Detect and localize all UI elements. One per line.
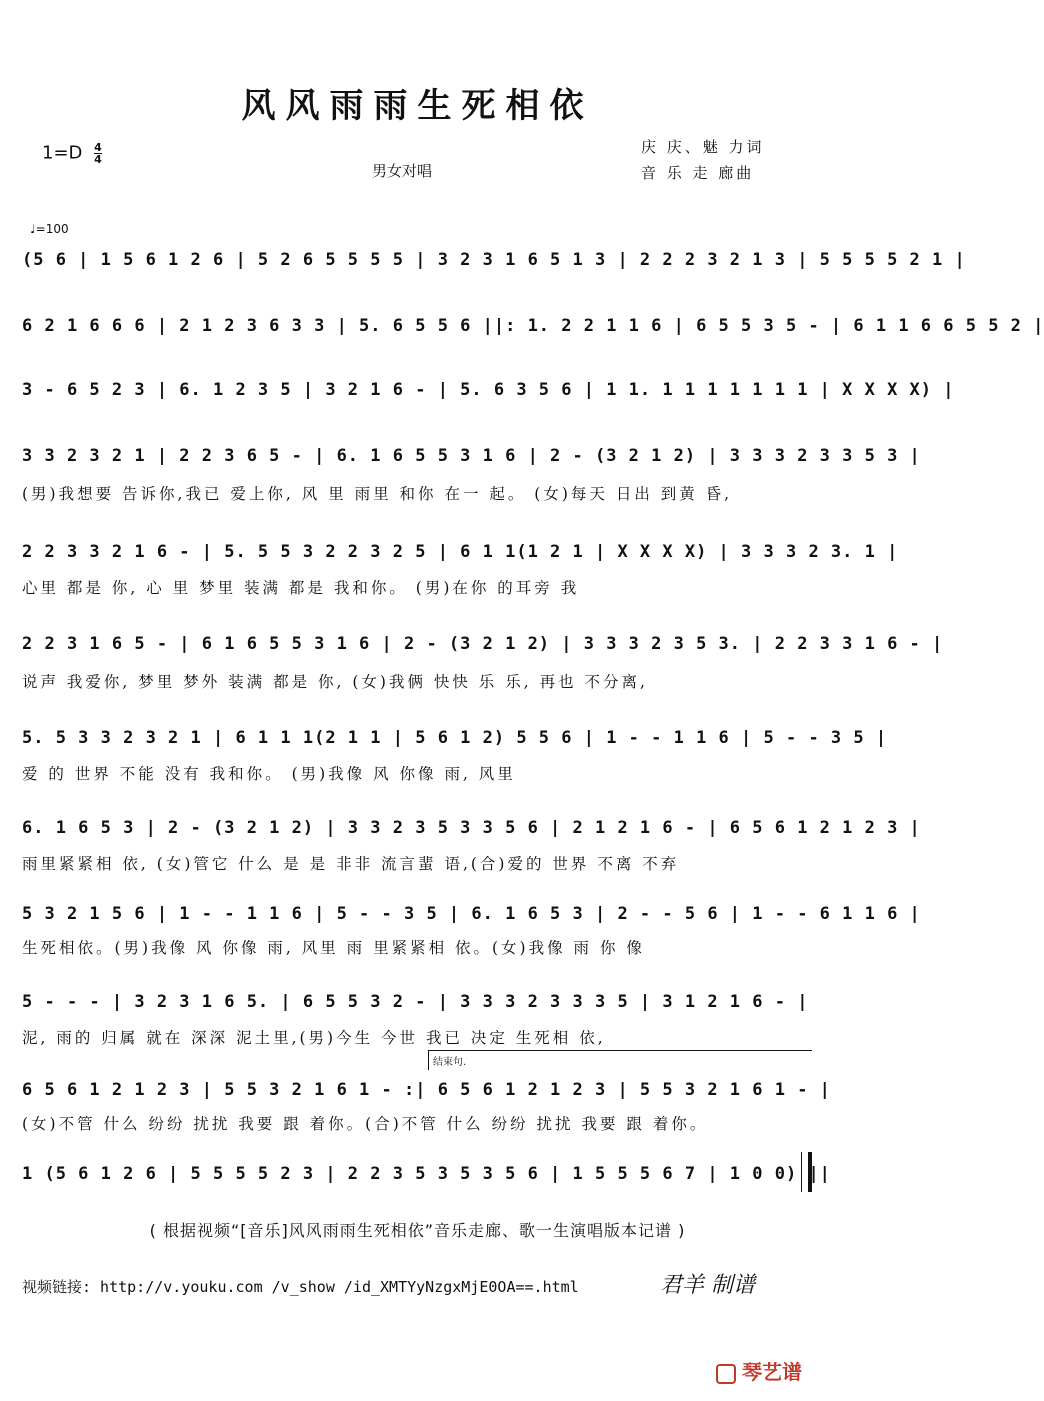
ending-bracket [428, 1050, 812, 1070]
lyrics-row-6: 说声 我爱你, 梦里 梦外 装满 都是 你, (女)我俩 快快 乐 乐, 再也 不分离, [22, 673, 648, 691]
brand-name: 琴艺谱 [742, 1360, 802, 1384]
transcriber-signature: 君羊 制谱 [660, 1273, 755, 1298]
composer-credit: 音 乐 走 廊曲 [641, 164, 755, 182]
notation-row-5: 2 2 3 3 2 1 6 - | 5. 5 5 3 2 2 3 2 5 | 6 1 1(1 2 1 | X X X X) | 3 3 3 2 3. 1 | [22, 542, 899, 562]
notation-row-11: 6 5 6 1 2 1 2 3 | 5 5 3 2 1 6 1 - :| 6 5 6 1 2 1 2 3 | 5 5 3 2 1 6 1 - | [22, 1080, 831, 1100]
final-barline [801, 1152, 812, 1192]
notation-row-3: 3 - 6 5 2 3 | 6. 1 2 3 5 | 3 2 1 6 - | 5. 6 3 5 6 | 1 1. 1 1 1 1 1 1 1 | X X X X) | [22, 380, 955, 400]
lyrics-row-11: (女)不管 什么 纷纷 扰扰 我要 跟 着你。(合)不管 什么 纷纷 扰扰 我要 跟 着你。 [22, 1115, 709, 1133]
brand-logo-icon [716, 1364, 736, 1384]
time-signature [94, 142, 102, 165]
notation-row-1: (5 6 | 1 5 6 1 2 6 | 5 2 6 5 5 5 5 | 3 2 3 1 6 5 1 3 | 2 2 2 3 2 1 3 | 5 5 5 5 2 1 | [22, 250, 966, 270]
tempo-marking: ♩=100 [30, 222, 69, 236]
lyrics-row-10: 泥, 雨的 归属 就在 深深 泥土里,(男)今生 今世 我已 决定 生死相 依, [22, 1029, 606, 1047]
notation-row-12: 1 (5 6 1 2 6 | 5 5 5 5 2 3 | 2 2 3 5 3 5 3 5 6 | 1 5 5 5 6 7 | 1 0 0) || [22, 1164, 831, 1184]
lyrics-row-8: 雨里紧紧相 依, (女)管它 什么 是 是 非非 流言蜚 语,(合)爱的 世界 不离 不弃 [22, 855, 680, 873]
notation-row-9: 5 3 2 1 5 6 | 1 - - 1 1 6 | 5 - - 3 5 | 6. 1 6 5 3 | 2 - - 5 6 | 1 - - 6 1 1 6 | [22, 904, 921, 924]
brand-watermark [716, 1356, 802, 1385]
performance-note: 男女对唱 [372, 162, 433, 180]
lyrics-row-5: 心里 都是 你, 心 里 梦里 装满 都是 我和你。 (男)在你 的耳旁 我 [22, 579, 580, 597]
lyricist-credit: 庆 庆、魅 力词 [641, 138, 765, 156]
notation-row-4: 3 3 2 3 2 1 | 2 2 3 6 5 - | 6. 1 6 5 5 3 1 6 | 2 - (3 2 1 2) | 3 3 3 2 3 3 5 3 | [22, 446, 921, 466]
time-signature-bottom: 4 [94, 153, 102, 166]
notation-row-2: 6 2 1 6 6 6 | 2 1 2 3 6 3 3 | 5. 6 5 5 6 ||: 1. 2 2 1 1 6 | 6 5 5 3 5 - | 6 1 1 6 6 5 5 2 | [22, 316, 1044, 336]
time-signature-top: 4 [94, 141, 102, 154]
song-title: 风风雨雨生死相依 [241, 86, 594, 126]
lyrics-row-4: (男)我想要 告诉你,我已 爱上你, 风 里 雨里 和你 在一 起。 (女)每天 日出 到黄 昏, [22, 485, 733, 503]
lyrics-row-7: 爱 的 世界 不能 没有 我和你。 (男)我像 风 你像 雨, 风里 [22, 765, 516, 783]
notation-row-7: 5. 5 3 3 2 3 2 1 | 6 1 1 1(2 1 1 | 5 6 1 2) 5 5 6 | 1 - - 1 1 6 | 5 - - 3 5 | [22, 728, 888, 748]
video-link[interactable]: 视频链接: http://v.youku.com /v_show /id_XMTYyNzgxMjE0OA==.html [22, 1278, 579, 1296]
source-note: ( 根据视频“[音乐]风风雨雨生死相依”音乐走廊、歌一生演唱版本记谱 ) [149, 1221, 686, 1240]
key-signature [42, 142, 102, 165]
key-label: 1=D [42, 142, 83, 164]
notation-row-8: 6. 1 6 5 3 | 2 - (3 2 1 2) | 3 3 2 3 5 3 3 5 6 | 2 1 2 1 6 - | 6 5 6 1 2 1 2 3 | [22, 818, 921, 838]
notation-row-6: 2 2 3 1 6 5 - | 6 1 6 5 5 3 1 6 | 2 - (3 2 1 2) | 3 3 3 2 3 5 3. | 2 2 3 3 1 6 - | [22, 634, 944, 654]
notation-row-10: 5 - - - | 3 2 3 1 6 5. | 6 5 5 3 2 - | 3 3 3 2 3 3 3 5 | 3 1 2 1 6 - | [22, 992, 809, 1012]
lyrics-row-9: 生死相依。(男)我像 风 你像 雨, 风里 雨 里紧紧相 依。(女)我像 雨 你 像 [22, 939, 645, 957]
ending-label: 结束句. [433, 1057, 467, 1068]
